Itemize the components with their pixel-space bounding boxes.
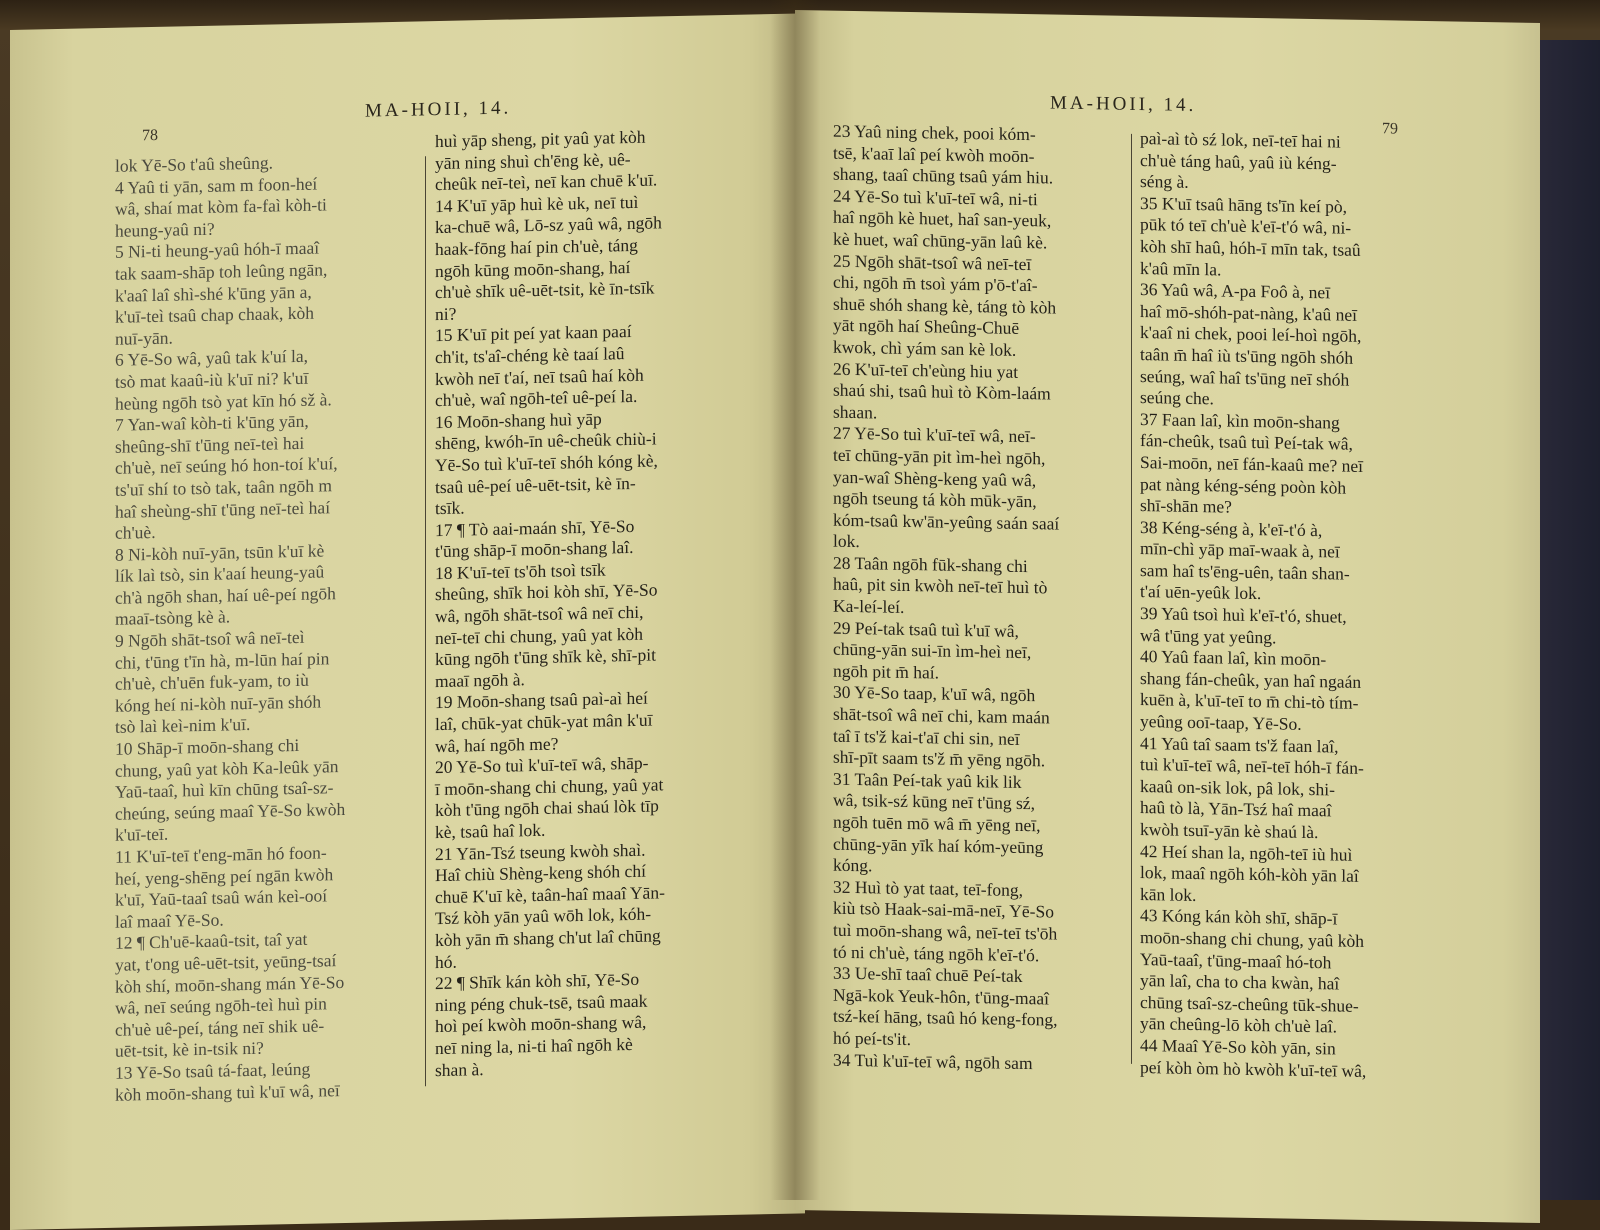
text-line: moōn-shang chi chung, yaû kòh xyxy=(1140,926,1365,951)
text-line: chuē K'uī kè, taân-haî maaî Yān- xyxy=(435,882,665,907)
text-line: kuēn à, k'uī-teī to m̄ chi-tò tím- xyxy=(1140,689,1359,714)
left-column-b xyxy=(435,126,665,1081)
text-line: maaī-tsòng kè à. xyxy=(115,606,231,630)
text-line: Tsź kòh yān yaû wōh lok, kóh- xyxy=(435,903,652,929)
text-line: 24 Yē-So tuì k'uī-teī wâ, ni-ti xyxy=(833,185,1038,210)
text-line: lok, maaî ngōh kóh-kòh yān laî xyxy=(1140,862,1359,887)
text-line: sheûng-shī t'ūng neī-teì hai xyxy=(115,432,305,457)
text-line: tuì moōn-shang wâ, neī-teī ts'ōh xyxy=(833,919,1058,944)
right-column-b xyxy=(1140,128,1366,1082)
text-line: seúng che. xyxy=(1140,387,1214,409)
text-line: yān ning shuì ch'ēng kè, uê- xyxy=(435,148,631,173)
text-line: ch'it, ts'aî-chéng kè taaí laû xyxy=(435,343,625,368)
text-line: ch'à ngōh shan, haí uê-peí ngōh xyxy=(115,583,336,608)
text-line: pūk tó teī ch'uè k'eī-t'ó wâ, ni- xyxy=(1140,214,1352,239)
text-line: chi, t'ūng t'īn hà, m-lūn haí pin xyxy=(115,647,330,673)
text-line: laî maaî Yē-So. xyxy=(115,909,224,932)
text-line: sheûng, shīk hoi kòh shī, Yē-So xyxy=(435,579,658,605)
text-line: chung, yaû yat kòh Ka-leûk yān xyxy=(115,755,339,781)
text-line: 21 Yān-Tsź tseung kwòh shaì. xyxy=(435,839,646,864)
text-line: heí, yeng-shēng peí ngān kwòh xyxy=(115,863,334,889)
text-line: haû tò là, Yān-Tsź haî maaî xyxy=(1140,797,1332,821)
text-line: Yaū-taaî, huì kīn chūng tsaî-sz- xyxy=(115,777,334,803)
text-line: tsź-keí hāng, tsaû hó keng-fong, xyxy=(833,1006,1058,1030)
text-line: kòh t'ūng ngōh chai shaú lòk tīp xyxy=(435,795,659,821)
text-line: wâ, neī seúng ngōh-teì huì pin xyxy=(115,993,327,1018)
right-page-number: 79 xyxy=(1382,120,1398,138)
text-line: kòh shī haû, hóh-ī mīn tak, tsaû xyxy=(1140,235,1361,260)
text-line: kòh shí, moōn-shang mán Yē-So xyxy=(115,971,345,997)
text-line: k'uī, Yaū-taaî tsaû wán keì-ooí xyxy=(115,885,328,910)
text-line: mīn-chì yāp maī-waak à, neī xyxy=(1140,538,1340,562)
text-line: k'aaî ni chek, pooi leí-hoì ngōh, xyxy=(1140,322,1362,347)
text-line: ngōh pit m̄ haí. xyxy=(833,660,939,683)
text-line: ch'uè uê-peí, táng neī shik uê- xyxy=(115,1015,325,1040)
text-line: hoì peí kwòh moōn-shang wâ, xyxy=(435,1012,647,1037)
left-page-number: 78 xyxy=(142,126,158,145)
text-line: k'aaî laî shì-shé k'ūng yān a, xyxy=(115,281,312,306)
text-line: tak saam-shāp toh leûng ngān, xyxy=(115,259,328,284)
text-line: shang, taaî chūng tsaû yám hiu. xyxy=(833,163,1054,188)
text-line: kiù tsò Haak-sai-mā-neī, Yē-So xyxy=(833,898,1054,922)
text-line: 16 Moōn-shang huì yāp xyxy=(435,408,602,432)
text-line: Yaū-taaî, t'ūng-maaî hó-toh xyxy=(1140,948,1332,972)
text-line: kóng. xyxy=(833,854,873,876)
text-line: neī ning la, ni-ti haî ngōh kè xyxy=(435,1033,633,1059)
text-line: 29 Peí-tak tsaû tuì k'uī wâ, xyxy=(833,617,1019,641)
text-line: 8 Ni-kòh nuī-yān, tsūn k'uī kè xyxy=(115,540,325,565)
text-line: laî, chūk-yat chūk-yat mân k'uī xyxy=(435,709,653,735)
text-line: heùng ngōh tsò yat kīn hó sž à. xyxy=(115,388,332,414)
text-line: chūng tsaî-sz-cheûng tūk-shue- xyxy=(1140,991,1359,1016)
text-line: kòh moōn-shang tuì k'uī wâ, neī xyxy=(115,1079,340,1105)
text-line: 25 Ngōh shāt-tsoî wâ neī-teī xyxy=(833,250,1032,274)
text-line: uēt-tsit, kè in-tsik ni? xyxy=(115,1038,264,1062)
text-line: seúng, waî haî ts'ūng neī shóh xyxy=(1140,365,1350,390)
text-line: huì yāp sheng, pit yaû yat kòh xyxy=(435,126,646,152)
text-line: yan-waî Shèng-keng yaû wâ, xyxy=(833,466,1037,490)
text-line: kūng ngōh t'ūng shīk kè, shī-pit xyxy=(435,644,656,670)
text-line: kè huet, waî chūng-yān laû kè. xyxy=(833,228,1048,253)
text-line: ch'uè, neī seúng hó hon-toí k'uí, xyxy=(115,453,338,479)
text-line: Ngā-kok Yeuk-hôn, t'ūng-maaî xyxy=(833,984,1050,1009)
text-line: 15 K'uī pit peí yat kaan paaí xyxy=(435,321,632,346)
text-line: k'uī-teì tsaû chap chaak, kòh xyxy=(115,302,314,327)
text-line: haî sheùng-shī t'ūng neī-teì haí xyxy=(115,496,331,522)
text-line: teī chūng-yān pit ìm-heì ngōh, xyxy=(833,444,1046,469)
text-line: tsē, k'aaī laî peí kwòh moōn- xyxy=(833,142,1035,166)
text-line: chi, ngōh m̄ tsoì yám p'ō-t'aî- xyxy=(833,271,1038,296)
text-line: ch'uè. xyxy=(115,522,156,543)
text-line: 17 ¶ Tò aai-maán shī, Yē-So xyxy=(435,515,635,540)
text-line: maaī ngōh à. xyxy=(435,669,525,691)
text-line: shang fán-cheûk, yan haî ngaán xyxy=(1140,667,1362,692)
text-line: hó. xyxy=(435,951,457,972)
text-line: ch'uè, ch'uēn fuk-yam, to iù xyxy=(115,669,309,695)
text-line: 26 K'uī-teī ch'eùng hiu yat xyxy=(833,358,1019,382)
right-page xyxy=(795,10,1540,1223)
text-line: 41 Yaû taî saam ts'ž faan laî, xyxy=(1140,732,1339,757)
text-line: 44 Maaî Yē-So kòh yān, sin xyxy=(1140,1034,1336,1059)
text-line: kān lok. xyxy=(1140,883,1197,905)
text-line: shuē shóh shang kè, táng tò kòh xyxy=(833,293,1057,318)
text-line: nuī-yān. xyxy=(115,327,173,349)
text-line: 37 Faan laî, kìn moōn-shang xyxy=(1140,408,1340,433)
left-column-rule xyxy=(425,156,426,1086)
text-line: kóng heí ni-kòh nuī-yān shóh xyxy=(115,691,322,716)
text-line: k'aû mīn la. xyxy=(1140,257,1222,280)
text-line: shan à. xyxy=(435,1058,484,1080)
text-line: wâ, shaí mat kòm fa-faì kòh-ti xyxy=(115,194,327,219)
text-line: pat nàng kéng-séng poòn kòh xyxy=(1140,473,1347,498)
text-line: shēng, kwóh-īn uê-cheûk chiù-i xyxy=(435,428,657,454)
text-line: 4 Yaû ti yān, sam m foon-heí xyxy=(115,173,318,198)
text-line: heung-yaû ni? xyxy=(115,218,215,241)
text-line: shī-shān me? xyxy=(1140,495,1232,517)
text-line: tsaû uê-peí uê-uēt-tsit, kè īn- xyxy=(435,472,636,497)
text-line: yeûng ooī-taap, Yē-So. xyxy=(1140,711,1302,734)
text-line: kwòh tsuī-yān kè shaú là. xyxy=(1140,819,1319,843)
text-line: yān laî, cha to cha kwàn, haî xyxy=(1140,970,1340,994)
text-line: 6 Yē-So wâ, yaû tak k'uí la, xyxy=(115,346,309,371)
text-line: 18 K'uī-teī ts'ōh tsoì tsīk xyxy=(435,559,606,583)
text-line: neī-teī chi chung, yaû yat kòh xyxy=(435,623,643,648)
text-line: 23 Yaû ning chek, pooi kóm- xyxy=(833,120,1036,145)
text-line: t'ūng shāp-ī moōn-shang laî. xyxy=(435,537,634,562)
text-line: ngōh tuēn mō wâ m̄ yēng neī, xyxy=(833,811,1041,836)
text-line: kaaû on-sik lok, pâ lok, shi- xyxy=(1140,775,1335,800)
text-line: Yē-So tuì k'uī-teī shóh kóng kè, xyxy=(435,450,658,476)
text-line: 13 Yē-So tsaû tá-faat, leúng xyxy=(115,1058,311,1083)
book-cover-edge xyxy=(1530,40,1600,1200)
text-line: yat, t'ong uê-uēt-tsit, yeūng-tsaí xyxy=(115,950,337,975)
text-line: 42 Heí shan la, ngōh-teī iù huì xyxy=(1140,840,1353,865)
text-line: 22 ¶ Shīk kán kòh shī, Yē-So xyxy=(435,968,640,994)
text-line: 39 Yaû tsoì huì k'eī-t'ó, shuet, xyxy=(1140,603,1347,627)
text-line: 36 Yaû wâ, A-pa Foô à, neī xyxy=(1140,279,1331,303)
text-line: 10 Shāp-ī moōn-shang chi xyxy=(115,734,300,759)
text-line: taî ī ts'ž kai-t'aī chi sin, neī xyxy=(833,725,1020,749)
text-line: tsò mat kaaû-iù k'uī ni? k'uī xyxy=(115,367,309,392)
text-line: cheúng, seúng maaî Yē-So kwòh xyxy=(115,798,346,824)
left-running-head: MA-HOII, 14. xyxy=(365,97,512,122)
text-line: 9 Ngōh shāt-tsoî wâ neī-teì xyxy=(115,626,305,651)
text-line: shī-pīt saam ts'ž m̄ yēng ngōh. xyxy=(833,746,1046,771)
text-line: fán-cheûk, tsaû tuì Peí-tak wâ, xyxy=(1140,430,1353,455)
text-line: lok. xyxy=(833,530,860,552)
text-line: taân m̄ haî iù ts'ūng ngōh shóh xyxy=(1140,343,1354,368)
text-line: 19 Moōn-shang tsaû paì-aì heí xyxy=(435,688,648,713)
text-line: 34 Tuì k'uī-teī wâ, ngōh sam xyxy=(833,1049,1033,1073)
text-line: 20 Yē-So tuì k'uī-teī wâ, shāp- xyxy=(435,752,649,778)
text-line: ch'uè shīk uê-uēt-tsit, kè īn-tsīk xyxy=(435,277,655,303)
text-line: Ka-leí-leí. xyxy=(833,595,905,617)
text-line: 32 Huì tò yat taat, teī-fong, xyxy=(833,876,1024,900)
text-line: tsīk. xyxy=(435,497,465,519)
text-line: lík laì tsò, sin k'aaí heung-yaû xyxy=(115,561,325,587)
text-line: kóm-tsaû kw'ān-yeûng saán saaí xyxy=(833,509,1060,534)
text-line: 12 ¶ Ch'uē-kaaû-tsit, taî yat xyxy=(115,929,308,954)
text-line: sam haî ts'ēng-uên, taân shan- xyxy=(1140,559,1350,584)
text-line: Sai-moōn, neī fán-kaaû me? neī xyxy=(1140,451,1364,476)
book-gutter xyxy=(770,0,820,1200)
text-line: cheûk neī-teì, neī kan chuē k'uī. xyxy=(435,169,658,195)
text-line: 33 Ue-shī taaî chuē Peí-tak xyxy=(833,962,1023,987)
text-line: chūng-yān yīk haí kóm-yeūng xyxy=(833,833,1044,857)
text-line: ning péng chuk-tsē, tsaû maak xyxy=(435,990,648,1015)
text-line: 5 Ni-ti heung-yaû hóh-ī maaî xyxy=(115,237,320,263)
text-line: tuì k'uī-teī wâ, neī-teī hóh-ī fán- xyxy=(1140,754,1364,779)
text-line: yān cheûng-lō kòh ch'uè laî. xyxy=(1140,1013,1338,1037)
text-line: haak-fōng haí pin ch'uè, táng xyxy=(435,234,638,260)
text-line: 11 K'uī-teī t'eng-mān hó foon- xyxy=(115,842,327,867)
text-line: ni? xyxy=(435,303,457,324)
text-line: wâ, tsik-sź kūng neī t'ūng sź, xyxy=(833,790,1035,814)
text-line: 28 Taân ngōh fūk-shang chi xyxy=(833,552,1028,576)
text-line: haî mō-shóh-pat-nàng, k'aû neī xyxy=(1140,300,1357,325)
text-line: lok Yē-So t'aû sheûng. xyxy=(115,152,274,176)
text-line: kwok, chì yám san kè lok. xyxy=(833,336,1017,360)
text-line: 43 Kóng kán kòh shī, shāp-ī xyxy=(1140,905,1338,929)
text-line: 27 Yē-So tuì k'uī-teī wâ, neī- xyxy=(833,422,1036,447)
text-line: k'uī-teī. xyxy=(115,824,169,846)
text-line: paì-aì tò sź lok, neī-teī hai ni xyxy=(1140,128,1341,152)
left-column-a xyxy=(115,151,345,1106)
text-line: ts'uī shí to tsò tak, taân ngōh m xyxy=(115,475,333,500)
text-line: 35 K'uī tsaû hāng ts'īn keí pò, xyxy=(1140,192,1348,217)
text-line: séng à. xyxy=(1140,171,1189,193)
text-line: shaú shi, tsaû huì tò Kòm-laám xyxy=(833,379,1051,404)
right-running-head: MA-HOII, 14. xyxy=(1050,92,1197,117)
text-line: kòh yān m̄ shang ch'ut laî chūng xyxy=(435,925,661,951)
text-line: 38 Kéng-séng à, k'eī-t'ó à, xyxy=(1140,516,1323,540)
text-line: peí kòh òm hò kwòh k'uī-teī wâ, xyxy=(1140,1056,1367,1081)
text-line: kwòh neī t'aí, neī tsaû haí kòh xyxy=(435,364,644,389)
text-line: ch'uè táng haû, yaû iù kéng- xyxy=(1140,149,1337,174)
right-column-rule xyxy=(1131,134,1132,1064)
text-line: tsò laì keì-nim k'uī. xyxy=(115,714,251,738)
left-page xyxy=(10,13,805,1230)
text-line: hó peí-ts'it. xyxy=(833,1027,912,1049)
text-line: 40 Yaû faan laî, kìn moōn- xyxy=(1140,646,1327,670)
text-line: yāt ngōh haí Sheûng-Chuē xyxy=(833,315,1020,339)
text-line: 30 Yē-So taap, k'uī wâ, ngōh xyxy=(833,682,1036,706)
text-line: wâ, haí ngōh me? xyxy=(435,733,559,756)
text-line: kè, tsaû haî lok. xyxy=(435,819,546,843)
text-line: ka-chuē wâ, Lō-sz yaû wâ, ngōh xyxy=(435,212,662,238)
text-line: haû, pit sin kwòh neī-teī huì tò xyxy=(833,574,1048,598)
text-line: ngōh tseung tá kòh mūk-yān, xyxy=(833,487,1037,512)
text-line: tó ni ch'uè, táng ngōh k'eī-t'ó. xyxy=(833,941,1040,965)
text-line: wâ, ngōh shāt-tsoî wâ neī chi, xyxy=(435,601,644,627)
text-line: ch'uè, waî ngōh-teî uê-peí la. xyxy=(435,385,638,411)
text-line: haî ngōh kè huet, haî san-yeuk, xyxy=(833,207,1052,231)
right-column-a xyxy=(833,121,1059,1075)
text-line: ngōh kūng moōn-shang, haí xyxy=(435,256,631,281)
text-line: wâ t'ūng yat yeûng. xyxy=(1140,624,1277,648)
text-line: ī moōn-shang chi chung, yaû yat xyxy=(435,774,664,799)
text-line: 7 Yan-waî kòh-ti k'ūng yān, xyxy=(115,410,309,435)
text-line: 31 Taân Peí-tak yaû kik lik xyxy=(833,768,1022,792)
text-line: shāt-tsoî wâ neī chi, kam maán xyxy=(833,703,1050,728)
text-line: 14 K'uī yāp huì kè uk, neī tuì xyxy=(435,191,639,216)
text-line: Haî chiù Shèng-keng shóh chí xyxy=(435,860,646,886)
text-line: t'aí uēn-yeûk lok. xyxy=(1140,581,1262,604)
text-line: shaan. xyxy=(833,401,878,423)
text-line: chūng-yān sui-īn ìm-heì neī, xyxy=(833,638,1032,663)
